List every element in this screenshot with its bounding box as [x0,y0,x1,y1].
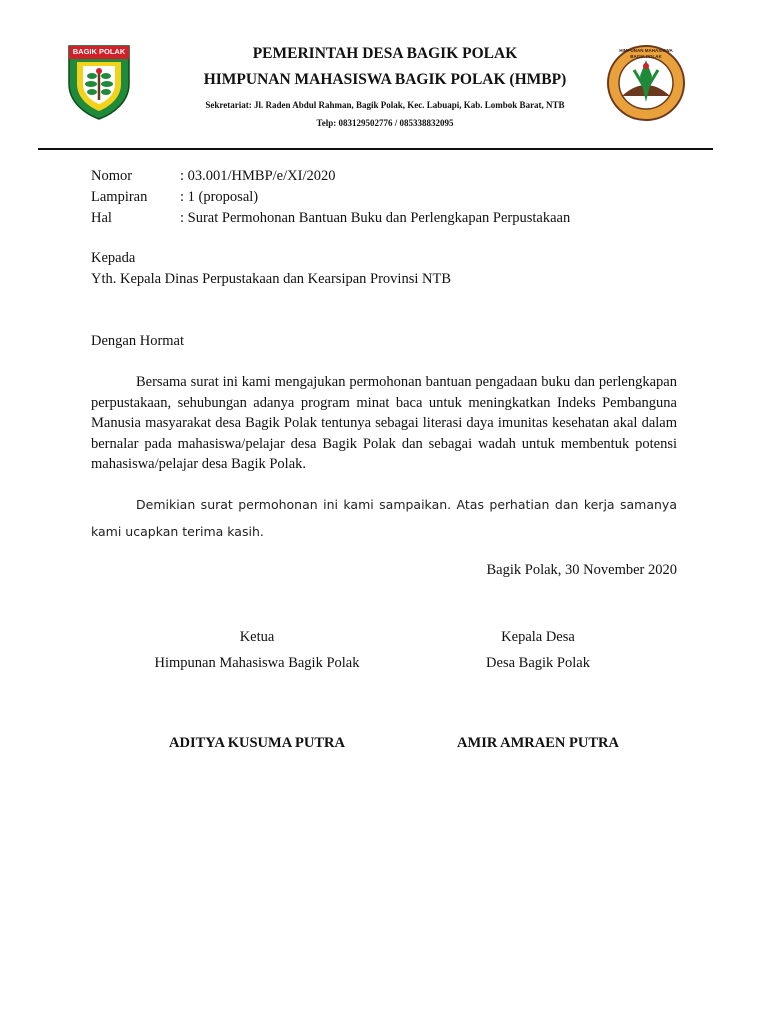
body-paragraph-1: Bersama surat ini kami mengajukan permohonan bantuan pengadaan buku dan perlengkapan perpustakaan, sehubungan adanya program minat baca untuk meningkatkan Indeks Pembanguna Manusia masyarakat desa Bagik Polak tentunya sebagai literasi daya imunitas kesehatan akal dalam bernalar pada mahasiswa/pelajar desa Bagik Polak dan sebagai wadah untuk membentuk potensi mahasiswa/pelajar desa Bagik Polak. [91,374,677,473]
right-signer-org: Desa Bagik Polak [486,655,590,671]
recipient-name: Yth. Kepala Dinas Perpustakaan dan Kearsipan Provinsi NTB [91,271,452,287]
lampiran-value: : 1 (proposal) [180,189,259,205]
hal-label: Hal [91,210,112,226]
right-logo-text: HIMPUNAN MAHASISWA BAGIK POLAK [619,48,673,59]
lampiran-label: Lampiran [91,189,148,205]
letterhead-government: PEMERINTAH DESA BAGIK POLAK [252,45,518,62]
nomor-label: Nomor [91,168,133,184]
letterhead-address: Sekretariat: Jl. Raden Abdul Rahman, Bagik Polak, Kec. Labuapi, Kab. Lombok Barat, NTB [205,100,565,110]
left-logo-text: BAGIK POLAK [72,47,126,56]
left-signer-name: ADITYA KUSUMA PUTRA [169,735,345,751]
salutation: Dengan Hormat [91,333,185,349]
hal-value: : Surat Permohonan Bantuan Buku dan Perlengkapan Perpustakaan [180,210,571,226]
right-signer-name: AMIR AMRAEN PUTRA [457,735,619,751]
village-shield-logo [67,44,131,120]
nomor-value: : 03.001/HMBP/e/XI/2020 [180,168,336,184]
body-paragraph-2: Demikian surat permohonan ini kami sampaikan. Atas perhatian dan kerja samanya kami ucapkan terima kasih. [91,497,677,539]
place-date: Bagik Polak, 30 November 2020 [486,562,677,578]
letterhead-divider [38,148,713,150]
letterhead-phone: Telp: 083129502776 / 085338832095 [316,118,454,128]
left-signer-org: Himpunan Mahasiswa Bagik Polak [154,655,360,671]
right-signer-title: Kepala Desa [501,629,575,645]
recipient-kepada: Kepada [91,250,136,266]
left-signer-title: Ketua [239,629,275,645]
letterhead-organization: HIMPUNAN MAHASISWA BAGIK POLAK (HMBP) [203,71,567,88]
